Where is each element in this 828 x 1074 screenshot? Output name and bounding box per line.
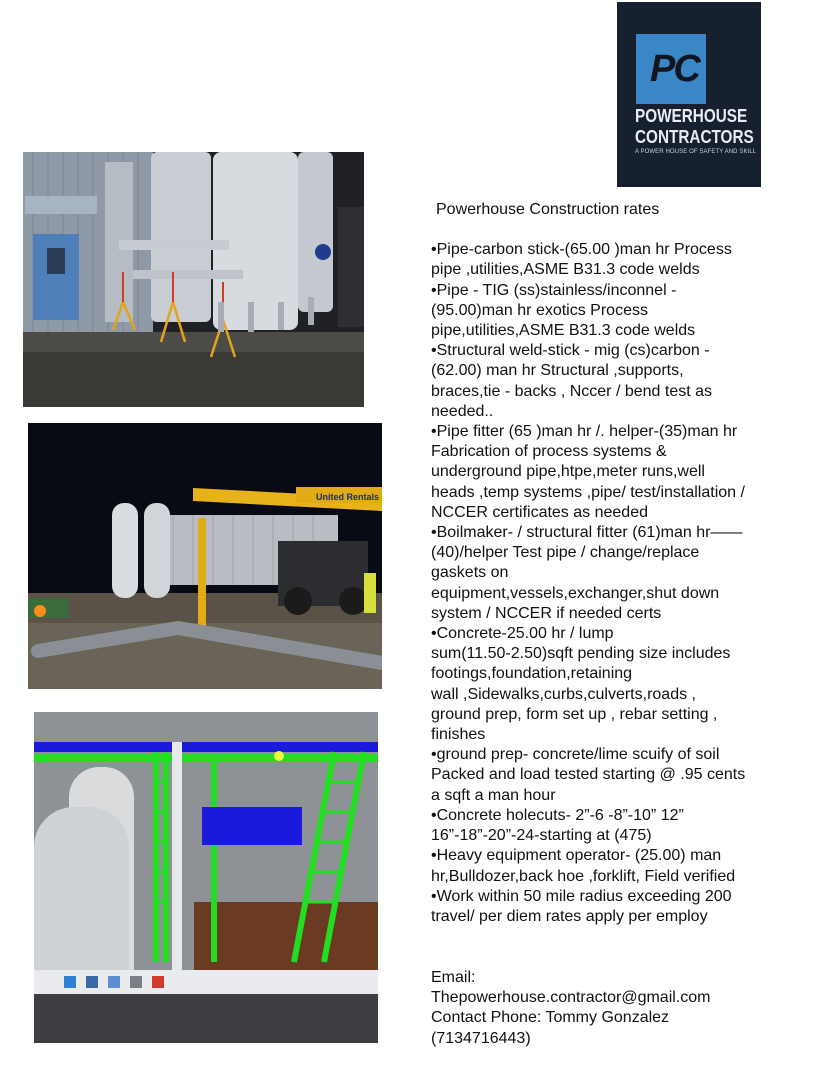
rate-line: finishes — [431, 726, 486, 744]
rate-line: system / NCCER if needed certs — [431, 604, 662, 622]
rate-line: needed.. — [431, 402, 494, 420]
rate-line: •Boilmaker- / structural fitter (61)man hr—— — [431, 524, 743, 542]
rate-line: •Concrete-25.00 hr / lump — [431, 625, 614, 643]
logo-mark — [636, 34, 706, 104]
rate-line: underground pipe,htpe,meter runs,well — [431, 463, 705, 481]
rate-line: (40)/helper Test pipe / change/replace — [431, 544, 700, 562]
rate-line: ground prep, form set up , rebar setting , — [431, 705, 718, 723]
rates-title: Powerhouse Construction rates — [436, 201, 660, 218]
rate-line: •Heavy equipment operator- (25.00) man — [431, 847, 722, 865]
photo-night-construction — [28, 423, 382, 689]
rates-text-block — [431, 200, 791, 927]
rate-line: a sqft a man hour — [431, 786, 556, 804]
rate-line: (62.00) man hr Structural ,supports, — [431, 362, 684, 380]
contact-block — [431, 968, 791, 1049]
logo-initials: PC — [650, 48, 699, 90]
rate-line: heads ,temp systems ,pipe/ test/installation / — [431, 483, 745, 501]
rate-line: braces,tie - backs , Nccer / bend test as — [431, 382, 713, 400]
rate-line: gaskets on — [431, 564, 509, 582]
rate-line: hr,Bulldozer,back hoe ,forklift, Field verified — [431, 867, 736, 885]
email-address[interactable]: Thepowerhouse.contractor@gmail.com — [431, 989, 711, 1007]
logo-line-2: CONTRACTORS — [635, 127, 754, 147]
rate-line: Fabrication of process systems & — [431, 443, 667, 461]
rates-list — [431, 240, 791, 927]
rate-line: footings,foundation,retaining — [431, 665, 633, 683]
rate-line: equipment,vessels,exchanger,shut down — [431, 584, 720, 602]
logo-line-1: POWERHOUSE — [635, 106, 748, 126]
rate-line: •Pipe-carbon stick-(65.00 )man hr Process — [431, 241, 732, 259]
phone-label: Contact Phone: Tommy Gonzalez — [431, 1009, 670, 1027]
email-label: Email: — [431, 969, 476, 986]
rate-line: Packed and load tested starting @ .95 cents — [431, 766, 746, 784]
rate-line: •Concrete holecuts- 2”-6 -8”-10” 12” — [431, 806, 684, 824]
rate-line: NCCER certificates as needed — [431, 503, 648, 521]
rate-line: sum(11.50-2.50)sqft pending size includes — [431, 645, 731, 663]
cad-model-illustration — [34, 712, 378, 1043]
rate-line: pipe ,utilities,ASME B31.3 code welds — [431, 261, 700, 279]
phone-number[interactable]: (7134716443) — [431, 1029, 531, 1047]
rate-line: •ground prep- concrete/lime scuify of soil — [431, 746, 720, 764]
logo-tagline: A POWER HOUSE OF SAFETY AND SKILL — [635, 149, 757, 155]
photo-storage-tanks — [23, 152, 364, 407]
rate-line: •Structural weld-stick - mig (cs)carbon - — [431, 342, 710, 360]
rate-line: (95.00)man hr exotics Process — [431, 301, 648, 319]
night-site-illustration — [28, 423, 382, 689]
rate-line: •Work within 50 mile radius exceeding 200 — [431, 887, 732, 905]
rate-line: travel/ per diem rates apply per employ — [431, 907, 708, 925]
rate-line: •Pipe fitter (65 )man hr /. helper-(35)man hr — [431, 423, 738, 441]
tanks-illustration — [23, 152, 364, 407]
rate-line: •Pipe - TIG (ss)stainless/inconnel - — [431, 281, 677, 299]
photo-cad-model-screen — [34, 712, 378, 1043]
company-logo — [617, 2, 761, 187]
rental-sign: United Rentals — [316, 492, 380, 502]
rate-line: pipe,utilities,ASME B31.3 code welds — [431, 322, 696, 340]
rate-line: wall ,Sidewalks,curbs,culverts,roads , — [431, 685, 696, 703]
rate-line: 16”-18”-20”-24-starting at (475) — [431, 827, 652, 845]
